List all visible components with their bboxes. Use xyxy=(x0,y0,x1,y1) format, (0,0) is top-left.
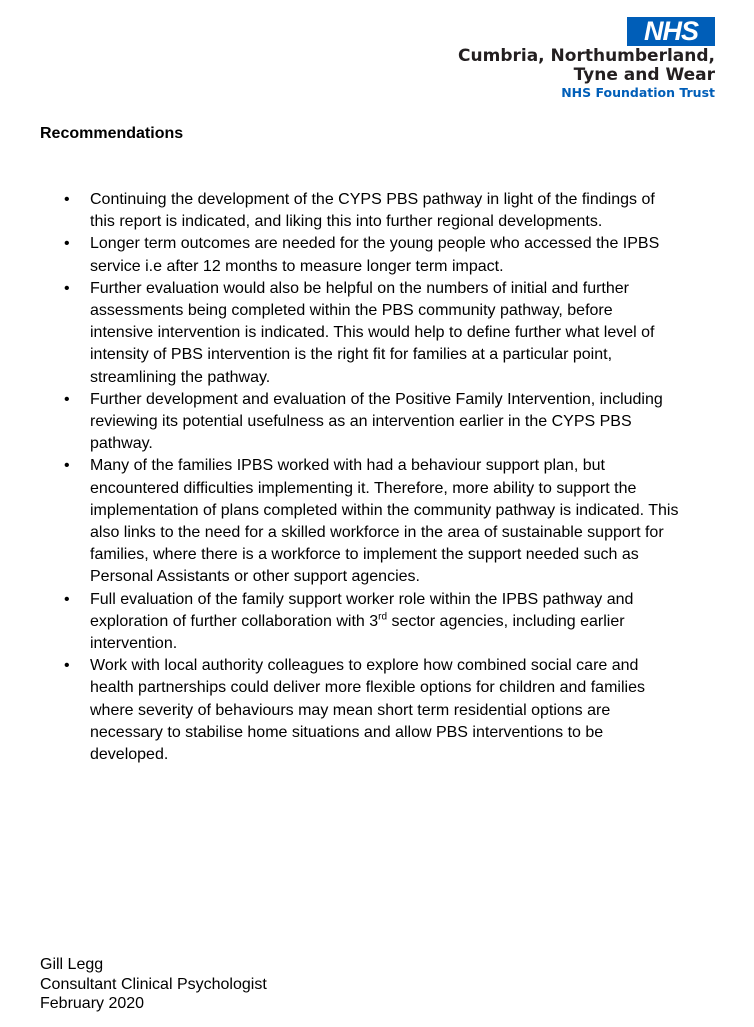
bullet-icon: • xyxy=(64,191,70,208)
recommendation-item xyxy=(40,189,680,233)
bullet-icon: • xyxy=(64,235,70,253)
recommendation-item xyxy=(40,233,680,277)
recommendations-list xyxy=(40,189,680,766)
recommendation-text-end: sector agencies, including earlier intervention. xyxy=(90,612,625,653)
signature-block xyxy=(40,955,267,1014)
nhs-logo-text: NHS xyxy=(643,16,698,46)
document-date: February 2020 xyxy=(40,995,145,1012)
trust-name-line2: Tyne and Wear xyxy=(573,65,715,85)
bullet-icon: • xyxy=(64,390,70,408)
recommendation-item xyxy=(40,389,680,456)
trust-name xyxy=(458,47,715,100)
recommendation-text: Work with local authority colleagues to explore how combined social care and health partnerships could deliver more flexible options for children and families where severity of behaviours may mean short term residential options are necessary to stabilise home situations and allow PBS interventions to be developed. xyxy=(90,657,645,764)
recommendation-text-start: Full evaluation of the family support worker role within the IPBS pathway and exploration of further collaboration with 3 xyxy=(90,590,634,630)
bullet-icon: • xyxy=(64,590,70,608)
bullet-icon: • xyxy=(64,279,70,297)
recommendation-item xyxy=(40,455,680,588)
author-name: Gill Legg xyxy=(40,956,104,973)
trust-name-line1: Cumbria, Northumberland, xyxy=(458,46,715,66)
nhs-logo xyxy=(627,17,715,46)
recommendation-text: Longer term outcomes are needed for the young people who accessed the IPBS service i.e after 12 months to measure longer term impact. xyxy=(90,235,660,275)
recommendation-item xyxy=(40,589,680,656)
section-heading: Recommendations xyxy=(40,125,184,142)
recommendation-item xyxy=(40,278,680,389)
recommendation-item xyxy=(40,655,680,766)
recommendation-text: Further evaluation would also be helpful on the numbers of initial and further assessments being completed within the PBS community pathway, before intensive intervention is indicated. This would help to define further what level of intensity of PBS intervention is the right fit for families at a particular point, streamlining the pathway. xyxy=(90,279,655,386)
recommendation-text: Continuing the development of the CYPS PBS pathway in light of the findings of this report is indicated, and liking this into further regional developments. xyxy=(90,191,655,231)
recommendation-text: Further development and evaluation of the Positive Family Intervention, including reviewing its potential usefulness as an intervention earlier in the CYPS PBS pathway. xyxy=(90,390,663,453)
bullet-icon: • xyxy=(64,657,70,675)
recommendation-text: Many of the families IPBS worked with had a behaviour support plan, but encountered difficulties implementing it. Therefore, more ability to support the implementation of plans completed within the community pathway is indicated. This also links to the need for a skilled workforce in the area of sustainable support for families, where there is a workforce to implement the support needed such as Personal Assistants or other support agencies. xyxy=(90,457,679,586)
ordinal-suffix: rd xyxy=(378,611,388,623)
author-title: Consultant Clinical Psychologist xyxy=(40,975,267,993)
bullet-icon: • xyxy=(64,457,70,475)
trust-name-line3: NHS Foundation Trust xyxy=(561,85,715,100)
